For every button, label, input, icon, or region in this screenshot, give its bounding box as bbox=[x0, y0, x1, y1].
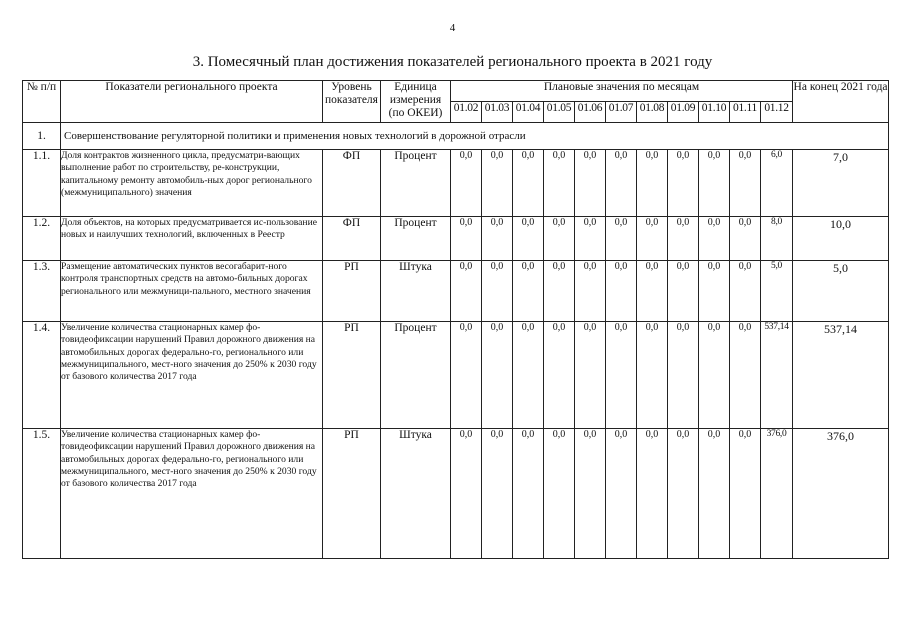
month-value: 0,0 bbox=[544, 322, 575, 429]
page-title: 3. Помесячный план достижения показателей регионального проекта в 2021 году bbox=[192, 54, 713, 70]
header-month-5: 01.06 bbox=[575, 102, 606, 123]
page-number: 4 bbox=[449, 22, 456, 34]
section-row bbox=[23, 123, 889, 150]
month-value: 0,0 bbox=[451, 150, 482, 217]
indicator-unit: Процент bbox=[381, 150, 451, 217]
month-value: 0,0 bbox=[513, 261, 544, 322]
end-of-year-value: 7,0 bbox=[793, 150, 889, 217]
month-value: 8,0 bbox=[761, 217, 793, 261]
month-value: 0,0 bbox=[668, 322, 699, 429]
month-value: 0,0 bbox=[730, 322, 761, 429]
indicator-unit: Процент bbox=[381, 217, 451, 261]
month-value: 0,0 bbox=[668, 261, 699, 322]
month-value: 0,0 bbox=[699, 217, 730, 261]
month-value: 0,0 bbox=[482, 217, 513, 261]
month-value: 0,0 bbox=[668, 429, 699, 559]
end-of-year-value: 537,14 bbox=[793, 322, 889, 429]
header-monthly: Плановые значения по месяцам bbox=[451, 81, 793, 102]
header-level: Уровень показателя bbox=[323, 81, 381, 123]
month-value: 0,0 bbox=[699, 322, 730, 429]
month-value: 0,0 bbox=[637, 322, 668, 429]
month-value: 0,0 bbox=[699, 150, 730, 217]
month-value: 0,0 bbox=[668, 150, 699, 217]
indicator-level: РП bbox=[323, 261, 381, 322]
indicator-name: Увеличение количества стационарных камер фо-товидеофиксации нарушений Правил дорожного движения на автомобильных дорогах федерально-го, регионального или межмуниципального, мест-ного значения до 250% к 2030 году от базового количества 2017 года bbox=[61, 429, 323, 559]
month-value: 0,0 bbox=[451, 261, 482, 322]
month-value: 0,0 bbox=[451, 217, 482, 261]
header-month-2: 01.03 bbox=[482, 102, 513, 123]
indicator-level: РП bbox=[323, 322, 381, 429]
section-num: 1. bbox=[23, 123, 61, 150]
month-value: 0,0 bbox=[606, 150, 637, 217]
month-value: 0,0 bbox=[637, 429, 668, 559]
month-value: 0,0 bbox=[544, 217, 575, 261]
month-value: 0,0 bbox=[575, 429, 606, 559]
month-value: 0,0 bbox=[544, 261, 575, 322]
month-value: 0,0 bbox=[513, 150, 544, 217]
month-value: 0,0 bbox=[575, 150, 606, 217]
table-row bbox=[23, 217, 889, 261]
month-value: 0,0 bbox=[606, 261, 637, 322]
row-num: 1.3. bbox=[23, 261, 61, 322]
month-value: 376,0 bbox=[761, 429, 793, 559]
month-value: 0,0 bbox=[575, 261, 606, 322]
indicator-name: Увеличение количества стационарных камер фо-товидеофиксации нарушений Правил дорожного движения на автомобильных дорогах федерально-го, регионального или межмуниципального, мест-ного значения до 250% к 2030 году от базового количества 2017 года bbox=[61, 322, 323, 429]
indicator-name: Доля контрактов жизненного цикла, предусматри-вающих выполнение работ по строительству, ре-конструкции, капитальному ремонту автомобиль-ных дорог регионального (межмуниципального) значения bbox=[61, 150, 323, 217]
header-month-3: 01.04 bbox=[513, 102, 544, 123]
end-of-year-value: 10,0 bbox=[793, 217, 889, 261]
month-value: 0,0 bbox=[637, 217, 668, 261]
month-value: 0,0 bbox=[575, 322, 606, 429]
month-value: 0,0 bbox=[544, 429, 575, 559]
end-of-year-value: 5,0 bbox=[793, 261, 889, 322]
header-row bbox=[23, 81, 889, 102]
month-value: 5,0 bbox=[761, 261, 793, 322]
header-num: № п/п bbox=[23, 81, 61, 123]
row-num: 1.5. bbox=[23, 429, 61, 559]
header-month-11: 01.12 bbox=[761, 102, 793, 123]
month-value: 0,0 bbox=[730, 261, 761, 322]
header-end-of-year: На конец 2021 года bbox=[793, 81, 889, 123]
month-value: 0,0 bbox=[482, 150, 513, 217]
month-value: 0,0 bbox=[637, 150, 668, 217]
header-month-7: 01.08 bbox=[637, 102, 668, 123]
month-value: 0,0 bbox=[513, 217, 544, 261]
month-value: 0,0 bbox=[699, 429, 730, 559]
indicator-name: Доля объектов, на которых предусматривается ис-пользование новых и наилучших технологий, включенных в Реестр bbox=[61, 217, 323, 261]
header-month-10: 01.11 bbox=[730, 102, 761, 123]
month-value: 0,0 bbox=[637, 261, 668, 322]
header-month-1: 01.02 bbox=[451, 102, 482, 123]
month-value: 0,0 bbox=[730, 217, 761, 261]
indicator-unit: Процент bbox=[381, 322, 451, 429]
month-value: 0,0 bbox=[699, 261, 730, 322]
row-num: 1.2. bbox=[23, 217, 61, 261]
month-value: 0,0 bbox=[482, 429, 513, 559]
header-month-4: 01.05 bbox=[544, 102, 575, 123]
month-value: 0,0 bbox=[451, 429, 482, 559]
month-value: 0,0 bbox=[606, 217, 637, 261]
end-of-year-value: 376,0 bbox=[793, 429, 889, 559]
month-value: 0,0 bbox=[606, 322, 637, 429]
header-month-8: 01.09 bbox=[668, 102, 699, 123]
monthly-plan-table bbox=[22, 80, 889, 559]
month-value: 0,0 bbox=[451, 322, 482, 429]
table-row bbox=[23, 261, 889, 322]
month-value: 0,0 bbox=[668, 217, 699, 261]
header-month-6: 01.07 bbox=[606, 102, 637, 123]
row-num: 1.4. bbox=[23, 322, 61, 429]
indicator-level: РП bbox=[323, 429, 381, 559]
indicator-level: ФП bbox=[323, 150, 381, 217]
table-row bbox=[23, 429, 889, 559]
row-num: 1.1. bbox=[23, 150, 61, 217]
month-value: 0,0 bbox=[482, 261, 513, 322]
indicator-unit: Штука bbox=[381, 429, 451, 559]
header-month-9: 01.10 bbox=[699, 102, 730, 123]
table-row bbox=[23, 322, 889, 429]
month-value: 0,0 bbox=[513, 429, 544, 559]
header-unit: Единица измерения (по ОКЕИ) bbox=[381, 81, 451, 123]
table-row bbox=[23, 150, 889, 217]
month-value: 0,0 bbox=[544, 150, 575, 217]
month-value: 0,0 bbox=[482, 322, 513, 429]
month-value: 0,0 bbox=[730, 150, 761, 217]
section-title: Совершенствование регуляторной политики и применения новых технологий в дорожной отрасли bbox=[61, 123, 889, 150]
month-value: 0,0 bbox=[575, 217, 606, 261]
header-indicator: Показатели регионального проекта bbox=[61, 81, 323, 123]
indicator-unit: Штука bbox=[381, 261, 451, 322]
indicator-level: ФП bbox=[323, 217, 381, 261]
month-value: 0,0 bbox=[513, 322, 544, 429]
indicator-name: Размещение автоматических пунктов весогабарит-ного контроля транспортных средств на автомо-бильных дорогах регионального или межмуници-пального, местного значения bbox=[61, 261, 323, 322]
month-value: 0,0 bbox=[730, 429, 761, 559]
month-value: 0,0 bbox=[606, 429, 637, 559]
month-value: 537,14 bbox=[761, 322, 793, 429]
month-value: 6,0 bbox=[761, 150, 793, 217]
